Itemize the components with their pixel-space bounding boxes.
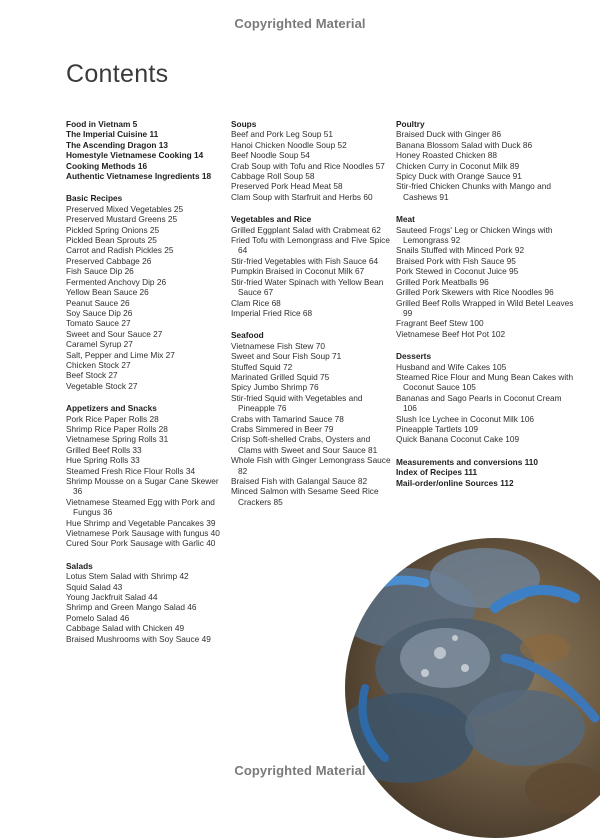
toc-column-3 [396,119,576,500]
toc-entry: Tomato Sauce 27 [66,318,131,329]
toc-entry: Stuffed Squid 72 [231,361,293,372]
toc-entry: Snails Stuffed with Minced Pork 92 [396,245,525,256]
toc-entry: Imperial Fried Rice 68 [231,307,313,318]
section-heading: Poultry [396,119,425,129]
toc-entry: Cooking Methods 16 [66,160,148,171]
toc-entry: Lotus Stem Salad with Shrimp 42 [66,571,189,582]
toc-entry: Cured Sour Pork Sausage with Garlic 40 [66,538,216,549]
toc-entry: Grilled Pork Skewers with Rice Noodles 96 [396,287,554,298]
toc-entry: Grilled Beef Rolls Wrapped in Wild Betel Leaves 99 [396,297,574,318]
toc-entry: Braised Fish with Galangal Sauce 82 [231,476,368,486]
toc-entry: Stir-fried Squid with Vegetables and Pineapple 76 [231,392,363,414]
toc-entry: Stir-fried Chicken Chunks with Mango and Cashews 91 [396,181,551,202]
toc-entry: The Ascending Dragon 13 [66,139,169,150]
watermark-bottom: Copyrighted Material [234,763,366,778]
toc-entry: Sweet and Sour Sauce 27 [66,328,163,339]
toc-entry: Homestyle Vietnamese Cooking 14 [66,150,204,161]
section-heading: Soups [231,119,257,129]
toc-entry: Vegetable Stock 27 [66,380,138,391]
toc-entry: Clam Soup with Starfruit and Herbs 60 [231,191,373,202]
toc-entry: Husband and Wife Cakes 105 [396,361,507,372]
toc-entry: Vietnamese Spring Rolls 31 [66,434,169,445]
toc-entry: Cabbage Roll Soup 58 [231,171,315,182]
toc-section [231,214,393,318]
toc-section [396,119,576,202]
toc-entry: Grilled Pork Meatballs 96 [396,276,489,287]
toc-entry: Spicy Duck with Orange Sauce 91 [396,171,522,182]
section-heading: Desserts [396,351,432,362]
toc-section [231,119,393,202]
toc-entry: Pumpkin Braised in Coconut Milk 67 [231,266,365,277]
crab-photo [345,538,600,838]
toc-section [66,119,228,181]
toc-column-1 [66,119,228,656]
toc-entry: Chicken Stock 27 [66,359,131,370]
toc-entry: Grilled Eggplant Salad with Crabmeat 62 [231,224,381,235]
toc-entry: Crabs with Tamarind Sauce 78 [231,413,344,424]
toc-section [231,330,393,507]
section-heading: Meat [396,214,415,225]
watermark-top: Copyrighted Material [234,16,366,31]
toc-entry: Braised Mushrooms with Soy Sauce 49 [66,633,211,644]
toc-section [66,193,228,391]
toc-entry: Steamed Fresh Rice Flour Rolls 34 [66,465,196,476]
toc-entry: Index of Recipes 111 [396,467,478,478]
toc-entry: Steamed Rice Flour and Mung Bean Cakes with Coconut Sauce 105 [396,371,574,393]
toc-entry: Cabbage Salad with Chicken 49 [66,623,185,634]
toc-entry: Food in Vietnam 5 [66,119,138,129]
toc-entry: Stir-fried Water Spinach with Yellow Bean Sauce 67 [231,276,384,298]
toc-entry: Hanoi Chicken Noodle Soup 52 [231,139,347,150]
toc-entry: Pork Stewed in Coconut Juice 95 [396,266,519,277]
section-heading: Basic Recipes [66,193,123,204]
toc-entry: Hue Spring Rolls 33 [66,455,140,466]
toc-entry: Hue Shrimp and Vegetable Pancakes 39 [66,517,216,528]
toc-entry: The Imperial Cuisine 11 [66,129,159,140]
toc-entry: Crisp Soft-shelled Crabs, Oysters and Clams with Sweet and Sour Sauce 81 [231,434,378,455]
toc-entry: Caramel Syrup 27 [66,339,133,350]
toc-section [66,561,228,644]
toc-section [396,351,576,445]
toc-entry: Pickled Spring Onions 25 [66,224,160,235]
toc-section [396,457,576,488]
page-title: Contents [66,60,169,88]
toc-entry: Fermented Anchovy Dip 26 [66,276,167,287]
crab-photo-illustration [345,538,600,838]
toc-entry: Crab Soup with Tofu and Rice Noodles 57 [231,160,385,171]
toc-entry: Shrimp Mousse on a Sugar Cane Skewer 36 [66,476,219,497]
toc-entry: Crabs Simmered in Beer 79 [231,423,334,434]
toc-entry: Quick Banana Coconut Cake 109 [396,434,520,445]
toc-entry: Young Jackfruit Salad 44 [66,592,158,603]
toc-entry: Preserved Pork Head Meat 58 [231,181,343,192]
toc-entry: Carrot and Radish Pickles 25 [66,245,174,256]
toc-entry: Sauteed Frogs' Leg or Chicken Wings with Lemongrass 92 [396,224,553,246]
section-heading: Salads [66,560,93,571]
toc-entry: Preserved Mixed Vegetables 25 [66,203,184,214]
toc-entry: Beef Noodle Soup 54 [231,150,310,161]
toc-entry: Authentic Vietnamese Ingredients 18 [66,171,212,182]
toc-entry: Clam Rice 68 [231,297,281,308]
toc-entry: Pomelo Salad 46 [66,612,130,623]
toc-column-2 [231,119,393,519]
toc-entry: Salt, Pepper and Lime Mix 27 [66,349,175,360]
toc-section [396,214,576,339]
toc-entry: Mail-order/online Sources 112 [396,477,514,488]
toc-entry: Fried Tofu with Lemongrass and Five Spice 64 [231,235,390,256]
toc-section [66,403,228,549]
toc-entry: Bananas and Sago Pearls in Coconut Cream 106 [396,392,562,414]
toc-entry: Vietnamese Fish Stew 70 [231,340,325,351]
toc-entry: Preserved Cabbage 26 [66,255,152,266]
toc-entry: Whole Fish with Ginger Lemongrass Sauce 82 [231,455,391,476]
toc-entry: Shrimp and Green Mango Salad 46 [66,602,197,613]
toc-entry: Squid Salad 43 [66,581,123,592]
toc-entry: Minced Salmon with Sesame Seed Rice Crackers 85 [231,486,379,507]
toc-entry: Stir-fried Vegetables with Fish Sauce 64 [231,255,379,266]
toc-entry: Pineapple Tartlets 109 [396,423,478,434]
toc-entry: Braised Duck with Ginger 86 [396,129,502,140]
toc-entry: Preserved Mustard Greens 25 [66,214,178,225]
toc-entry: Yellow Bean Sauce 26 [66,287,149,298]
section-heading: Appetizers and Snacks [66,403,157,414]
toc-entry: Vietnamese Steamed Egg with Pork and Fungus 36 [66,496,215,518]
toc-entry: Beef and Pork Leg Soup 51 [231,129,333,140]
toc-entry: Vietnamese Beef Hot Pot 102 [396,328,506,339]
toc-entry: Pork Rice Paper Rolls 28 [66,413,159,424]
toc-entry: Soy Sauce Dip 26 [66,307,133,318]
toc-entry: Fish Sauce Dip 26 [66,266,134,277]
toc-entry: Vietnamese Pork Sausage with fungus 40 [66,528,220,539]
toc-entry: Banana Blossom Salad with Duck 86 [396,139,533,150]
toc-entry: Measurements and conversions 110 [396,456,539,467]
toc-entry: Chicken Curry in Coconut Milk 89 [396,160,520,171]
toc-entry: Peanut Sauce 26 [66,297,130,308]
toc-entry: Honey Roasted Chicken 88 [396,150,498,161]
toc-entry: Grilled Beef Rolls 33 [66,444,142,455]
toc-entry: Spicy Jumbo Shrimp 76 [231,382,319,393]
toc-entry: Sweet and Sour Fish Soup 71 [231,351,342,362]
toc-entry: Braised Pork with Fish Sauce 95 [396,255,516,266]
section-heading: Seafood [231,330,264,341]
toc-entry: Beef Stock 27 [66,370,118,381]
toc-entry: Marinated Grilled Squid 75 [231,371,330,382]
toc-entry: Pickled Bean Sprouts 25 [66,235,157,246]
toc-entry: Fragrant Beef Stew 100 [396,318,484,329]
toc-entry: Slush Ice Lychee in Coconut Milk 106 [396,413,535,424]
section-heading: Vegetables and Rice [231,214,312,225]
toc-entry: Shrimp Rice Paper Rolls 28 [66,423,168,434]
